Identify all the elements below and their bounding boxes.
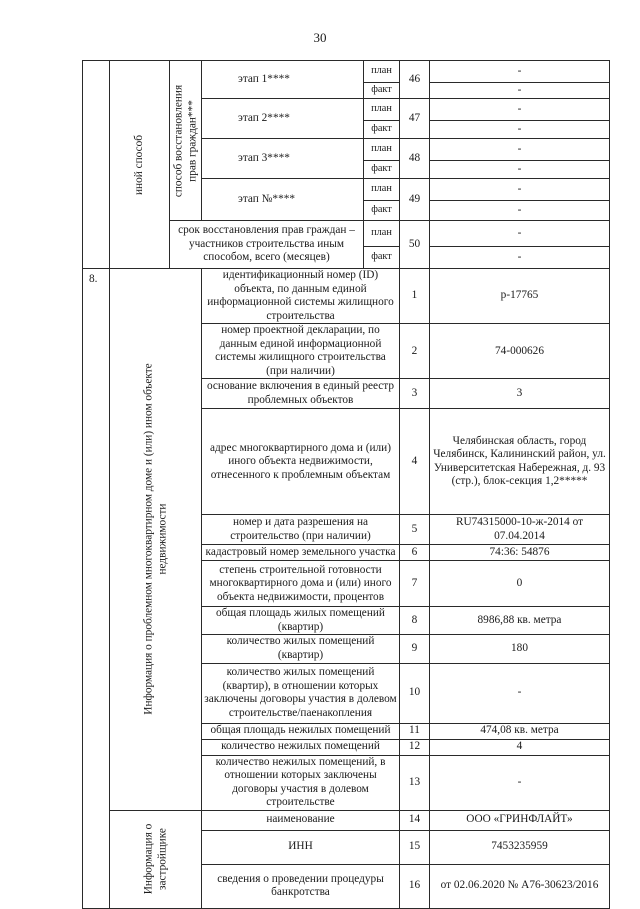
term-label: срок восстановления прав граждан – участников строительства иным способом, всего (месяцев) [170, 221, 364, 269]
row-number: 5 [400, 515, 430, 545]
developer-group-label: Информация о застройщике [141, 824, 168, 895]
developer-row-label: ИНН [202, 830, 400, 864]
fact-value: - [430, 83, 610, 99]
stage-label: этап 3**** [202, 139, 364, 179]
row-number: 4 [400, 409, 430, 515]
row-number: 2 [400, 324, 430, 379]
row-number: 16 [400, 864, 430, 908]
section-number: 8. [83, 269, 110, 909]
fact-label: факт [364, 121, 400, 139]
row-number: 48 [400, 139, 430, 179]
object-row-label: номер проектной декларации, по данным единой информационной системы жилищного строительства (при наличии) [202, 324, 400, 379]
object-row-value: RU74315000-10-ж-2014 от 07.04.2014 [430, 515, 610, 545]
plan-label: план [364, 139, 400, 161]
object-row-label: количество жилых помещений (квартир), в отношении которых заключены договоры участия в долевом строительстве/паенакопления [202, 663, 400, 723]
object-row-label: количество нежилых помещений [202, 739, 400, 755]
row-number: 12 [400, 739, 430, 755]
object-row-value: 3 [430, 379, 610, 409]
object-row-label: общая площадь жилых помещений (квартир) [202, 607, 400, 635]
object-group-label: Информация о проблемном многоквартирном доме и (или) ином объекте недвижимости [141, 363, 168, 716]
group-label-other-method: иной способ [132, 134, 145, 195]
developer-row-label: наименование [202, 810, 400, 830]
object-row-label: кадастровый номер земельного участка [202, 545, 400, 561]
plan-value: - [430, 61, 610, 83]
row-number: 46 [400, 61, 430, 99]
fact-label: факт [364, 83, 400, 99]
object-group-cell [110, 269, 202, 811]
plan-label: план [364, 179, 400, 201]
row-number: 6 [400, 545, 430, 561]
fact-label: факт [364, 201, 400, 221]
row-number: 13 [400, 755, 430, 810]
document-table [82, 60, 610, 909]
stage-label: этап 1**** [202, 61, 364, 99]
row-number: 8 [400, 607, 430, 635]
object-row-label: адрес многоквартирного дома и (или) иного объекта недвижимости, отнесенного к проблемным объектам [202, 409, 400, 515]
developer-row-label: сведения о проведении процедуры банкротства [202, 864, 400, 908]
plan-label: план [364, 221, 400, 247]
empty-number-cell [83, 61, 110, 269]
object-row-label: общая площадь нежилых помещений [202, 723, 400, 739]
object-row-value: - [430, 755, 610, 810]
stage-label: этап 2**** [202, 99, 364, 139]
object-row-value: 0 [430, 561, 610, 607]
developer-group-cell [110, 810, 202, 908]
row-number: 7 [400, 561, 430, 607]
subgroup-cell-restoration-method [170, 61, 202, 221]
row-number: 49 [400, 179, 430, 221]
row-number: 10 [400, 663, 430, 723]
object-row-label: номер и дата разрешения на строительство (при наличии) [202, 515, 400, 545]
object-row-value: р-17765 [430, 269, 610, 324]
group-cell-other-method [110, 61, 170, 269]
row-number: 50 [400, 221, 430, 269]
row-number: 3 [400, 379, 430, 409]
fact-value: - [430, 161, 610, 179]
object-row-label: степень строительной готовности многоквартирного дома и (или) иного объекта недвижимости, процентов [202, 561, 400, 607]
object-row-value: 74:36: 54876 [430, 545, 610, 561]
row-number: 1 [400, 269, 430, 324]
fact-value: - [430, 121, 610, 139]
plan-label: план [364, 61, 400, 83]
object-row-value: 474,08 кв. метра [430, 723, 610, 739]
object-row-label: количество жилых помещений (квартир) [202, 635, 400, 663]
object-row-value: 74-000626 [430, 324, 610, 379]
row-number: 11 [400, 723, 430, 739]
object-row-value: - [430, 663, 610, 723]
row-number: 47 [400, 99, 430, 139]
plan-value: - [430, 179, 610, 201]
stage-label: этап №**** [202, 179, 364, 221]
row-number: 14 [400, 810, 430, 830]
page-number: 30 [313, 30, 327, 45]
developer-row-value: 7453235959 [430, 830, 610, 864]
plan-label: план [364, 99, 400, 121]
object-row-label: идентификационный номер (ID) объекта, по данным единой информационной системы жилищного строительства [202, 269, 400, 324]
object-row-label: основание включения в единый реестр проблемных объектов [202, 379, 400, 409]
plan-value: - [430, 99, 610, 121]
object-row-value: 8986,88 кв. метра [430, 607, 610, 635]
plan-value: - [430, 221, 610, 247]
developer-row-value: от 02.06.2020 № А76-30623/2016 [430, 864, 610, 908]
developer-row-value: ООО «ГРИНФЛАЙТ» [430, 810, 610, 830]
fact-value: - [430, 247, 610, 269]
subgroup-label-restoration-method: способ восстановления прав граждан*** [171, 84, 198, 197]
fact-value: - [430, 201, 610, 221]
object-row-value: 180 [430, 635, 610, 663]
object-row-value: Челябинская область, город Челябинск, Калининский район, ул. Университетская Набережная, д. 93 (стр.), блок-секция 1,2***** [430, 409, 610, 515]
object-row-value: 4 [430, 739, 610, 755]
fact-label: факт [364, 161, 400, 179]
fact-label: факт [364, 247, 400, 269]
object-row-label: количество нежилых помещений, в отношении которых заключены договоры участия в долевом строительстве [202, 755, 400, 810]
plan-value: - [430, 139, 610, 161]
row-number: 9 [400, 635, 430, 663]
row-number: 15 [400, 830, 430, 864]
